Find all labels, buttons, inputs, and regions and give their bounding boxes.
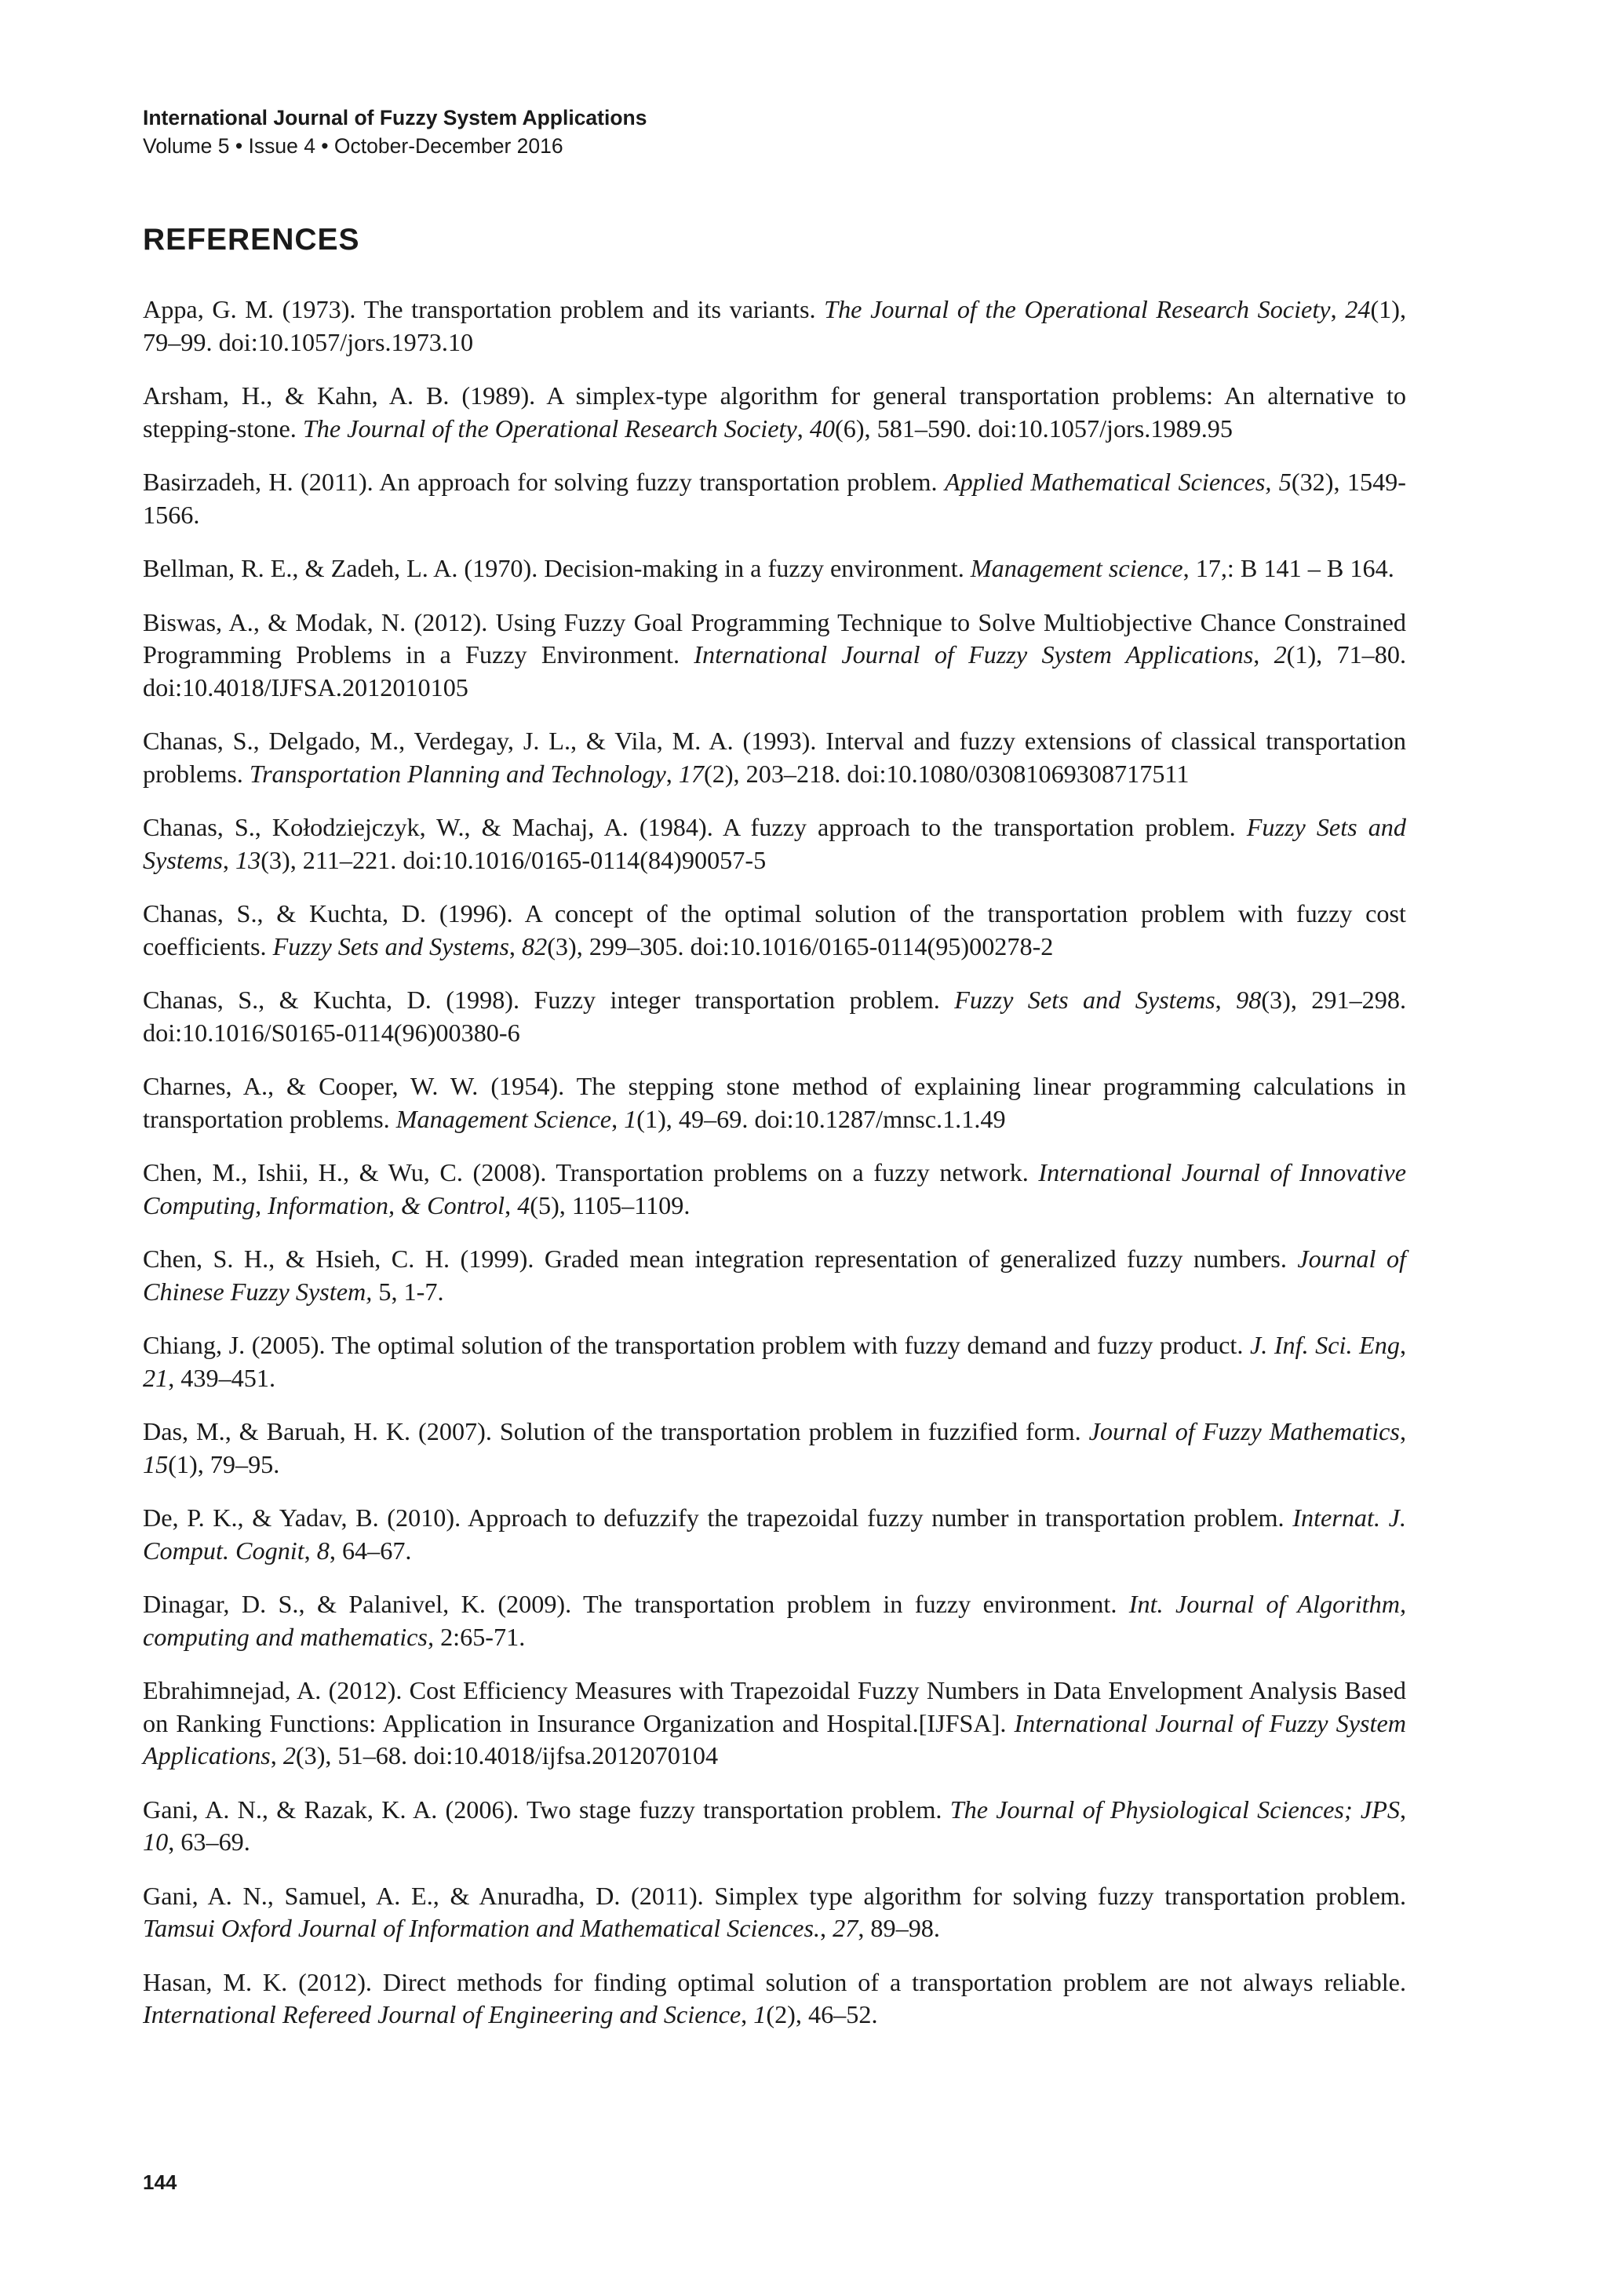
reference-item: De, P. K., & Yadav, B. (2010). Approach to defuzzify the trapezoidal fuzzy number in transportation problem. Internat. J. Comput. Cognit, 8, 64–67.: [143, 1503, 1406, 1565]
reference-item: Chanas, S., Kołodziejczyk, W., & Machaj, A. (1984). A fuzzy approach to the transportation problem. Fuzzy Sets and Systems, 13(3), 211–221. doi:10.1016/0165-0114(84)90057-5: [143, 813, 1406, 874]
reference-item: Arsham, H., & Kahn, A. B. (1989). A simplex-type algorithm for general transportation problems: An alternative to stepping-stone. The Journal of the Operational Research Society, 40(6), 581–590. doi:10.1057/jors.1989.95: [143, 381, 1406, 443]
reference-item: Gani, A. N., & Razak, K. A. (2006). Two stage fuzzy transportation problem. The Journal of Physiological Sciences; JPS, 10, 63–69.: [143, 1795, 1407, 1856]
reference-item: Das, M., & Baruah, H. K. (2007). Solution of the transportation problem in fuzzified form. Journal of Fuzzy Mathematics, 15(1), 79–95.: [143, 1417, 1407, 1478]
reference-item: Chanas, S., Delgado, M., Verdegay, J. L., & Vila, M. A. (1993). Interval and fuzzy extensions of classical transportation problems. Transportation Planning and Technology, 17(2), 203–218. doi:10.1080/03081069308717511: [143, 727, 1406, 788]
journal-issue: Volume 5 • Issue 4 • October-December 2016: [143, 134, 563, 158]
reference-item: Chanas, S., & Kuchta, D. (1998). Fuzzy integer transportation problem. Fuzzy Sets and Systems, 98(3), 291–298. doi:10.1016/S0165-0114(96)00380-6: [143, 986, 1407, 1047]
journal-title: International Journal of Fuzzy System Applications: [143, 106, 647, 129]
reference-item: Gani, A. N., Samuel, A. E., & Anuradha, D. (2011). Simplex type algorithm for solving fuzzy transportation problem. Tamsui Oxford Journal of Information and Mathematical Sciences., 27, 89–98.: [143, 1881, 1406, 1942]
reference-item: Bellman, R. E., & Zadeh, L. A. (1970). Decision-making in a fuzzy environment. Management science, 17,: B 141 – B 164.: [143, 554, 1394, 582]
reference-item: Charnes, A., & Cooper, W. W. (1954). The stepping stone method of explaining linear programming calculations in transportation problems. Management Science, 1(1), 49–69. doi:10.1287/mnsc.1.1.49: [143, 1072, 1406, 1133]
reference-item: Appa, G. M. (1973). The transportation problem and its variants. The Journal of the Operational Research Society, 24(1), 79–99. doi:10.1057/jors.1973.10: [143, 295, 1407, 356]
running-header: [143, 104, 647, 160]
reference-list: [143, 293, 1406, 2053]
page-number: 144: [143, 2170, 177, 2194]
reference-item: Biswas, A., & Modak, N. (2012). Using Fuzzy Goal Programming Technique to Solve Multiobjective Chance Constrained Programming Problems in a Fuzzy Environment. International Journal of Fuzzy System Applications, 2(1), 71–80. doi:10.4018/IJFSA.2012010105: [143, 607, 1407, 702]
reference-item: Hasan, M. K. (2012). Direct methods for finding optimal solution of a transportation problem are not always reliable. International Refereed Journal of Engineering and Science, 1(2), 46–52.: [143, 1967, 1406, 2028]
reference-item: Chen, S. H., & Hsieh, C. H. (1999). Graded mean integration representation of generalized fuzzy numbers. Journal of Chinese Fuzzy System, 5, 1-7.: [143, 1245, 1406, 1306]
reference-item: Chanas, S., & Kuchta, D. (1996). A concept of the optimal solution of the transportation problem with fuzzy cost coefficients. Fuzzy Sets and Systems, 82(3), 299–305. doi:10.1016/0165-0114(95)00278-2: [143, 899, 1406, 960]
reference-item: Basirzadeh, H. (2011). An approach for solving fuzzy transportation problem. Applied Mathematical Sciences, 5(32), 1549-1566.: [143, 468, 1406, 529]
reference-item: Ebrahimnejad, A. (2012). Cost Efficiency Measures with Trapezoidal Fuzzy Numbers in Data Envelopment Analysis Based on Ranking Functions: Application in Insurance Organization and Hospital.[IJFSA]. International Journal of Fuzzy System Applications, 2(3), 51–68. doi:10.4018/ijfsa.2012070104: [143, 1676, 1406, 1769]
reference-item: Chen, M., Ishii, H., & Wu, C. (2008). Transportation problems on a fuzzy network. International Journal of Innovative Computing, Information, & Control, 4(5), 1105–1109.: [143, 1158, 1407, 1219]
reference-item: Chiang, J. (2005). The optimal solution of the transportation problem with fuzzy demand and fuzzy product. J. Inf. Sci. Eng, 21, 439–451.: [143, 1331, 1406, 1392]
section-heading: REFERENCES: [143, 223, 360, 257]
reference-item: Dinagar, D. S., & Palanivel, K. (2009). The transportation problem in fuzzy environment. Int. Journal of Algorithm, computing and mathematics, 2:65-71.: [143, 1590, 1406, 1651]
